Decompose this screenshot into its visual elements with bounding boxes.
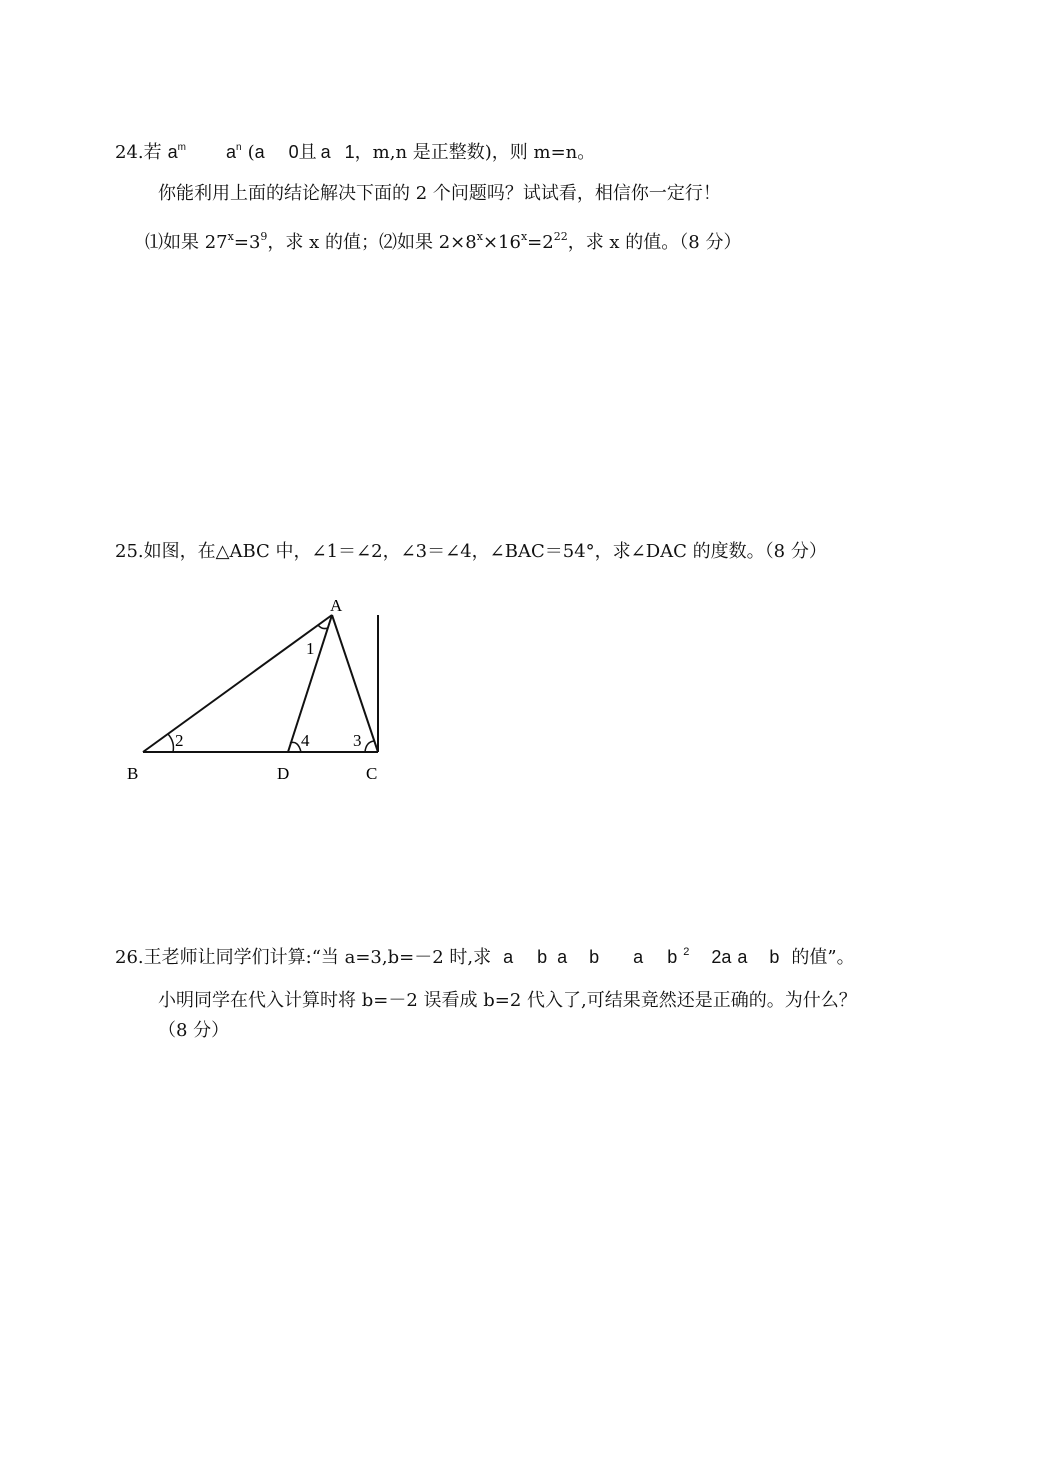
segment-ad: [288, 615, 332, 752]
label-b: B: [127, 764, 139, 783]
q24-am-base: a: [167, 142, 178, 162]
q24-p1-exp-x2: x: [476, 230, 483, 243]
angle-label-2: 2: [175, 731, 184, 750]
q26-f-a1: a: [503, 947, 514, 967]
q24-line3: [145, 232, 741, 256]
q26-f-a2: a: [557, 947, 568, 967]
q24-an-base: a: [226, 142, 237, 162]
q24-p1-d: ×16: [482, 232, 521, 253]
q26-line2: 小明同学在代入计算时将 b=－2 误看成 b=2 代入了,可结果竟然还是正确的。为什么？: [158, 990, 857, 1011]
q26-f-2a: 2a: [711, 947, 732, 967]
q24-p1-exp-9: 9: [260, 230, 268, 243]
label-d: D: [277, 764, 290, 783]
q24-cond-0: 0: [288, 142, 299, 162]
q26-f-sq: 2: [683, 946, 690, 958]
q24-cond-a1: a: [254, 142, 265, 162]
angle-label-1: 1: [306, 639, 315, 658]
q24-line2: 你能利用上面的结论解决下面的 2 个问题吗？试试看，相信你一定行！: [158, 183, 721, 204]
q24-paren: (: [247, 142, 255, 163]
q26-f-b2: b: [589, 947, 600, 967]
q26-f-b1: b: [537, 947, 548, 967]
q24-am-exp: m: [177, 142, 186, 153]
angle-arc-2: [168, 734, 173, 752]
angle-label-4: 4: [301, 731, 310, 750]
q26-f-a4: a: [737, 947, 748, 967]
q24-p1-exp-x: x: [227, 230, 234, 243]
q24-p1-f: ，求 x 的值。（8 分）: [567, 232, 742, 253]
q26-f-a3: a: [633, 947, 644, 967]
angle-arc-3: [365, 741, 374, 752]
q24-qie: 且: [298, 142, 317, 163]
label-c: C: [366, 764, 378, 783]
q24-p1-exp-22: 22: [553, 230, 568, 243]
q24-p1-e: =2: [527, 232, 554, 253]
q24-cond-1: 1: [344, 142, 355, 162]
q24-line1: [115, 141, 595, 167]
angle-label-3: 3: [353, 731, 362, 750]
triangle-figure: [110, 592, 410, 792]
q26-f-b4: b: [769, 947, 780, 967]
q24-p1-a: ⑴如果 27: [145, 232, 228, 253]
q24-rest: ，m,n 是正整数)，则 m=n。: [354, 142, 596, 163]
q25-text: 25.如图，在△ABC 中，∠1＝∠2，∠3＝∠4，∠BAC＝54°，求∠DAC 的度数。（8 分）: [115, 541, 827, 562]
q26-prefix: 26.王老师让同学们计算:“当 a=3,b=－2 时,求: [115, 947, 492, 968]
q26-f-b3: b: [667, 947, 678, 967]
q24-cond-a2: a: [320, 142, 331, 162]
q24-p1-c: ，求 x 的值；⑵如果 2×8: [267, 232, 477, 253]
q26-line3: （8 分）: [158, 1020, 230, 1041]
q24-ruo: 若: [143, 142, 162, 163]
label-a: A: [330, 596, 343, 615]
q26-line1: [115, 946, 855, 971]
q24-number: 24.: [115, 142, 144, 163]
q24-p1-b: =3: [233, 232, 261, 253]
q26-suffix: 的值”。: [791, 947, 855, 968]
angle-arc-1: [318, 625, 328, 629]
q24-p1-exp-x3: x: [520, 230, 528, 243]
q24-an-exp: n: [236, 142, 242, 153]
